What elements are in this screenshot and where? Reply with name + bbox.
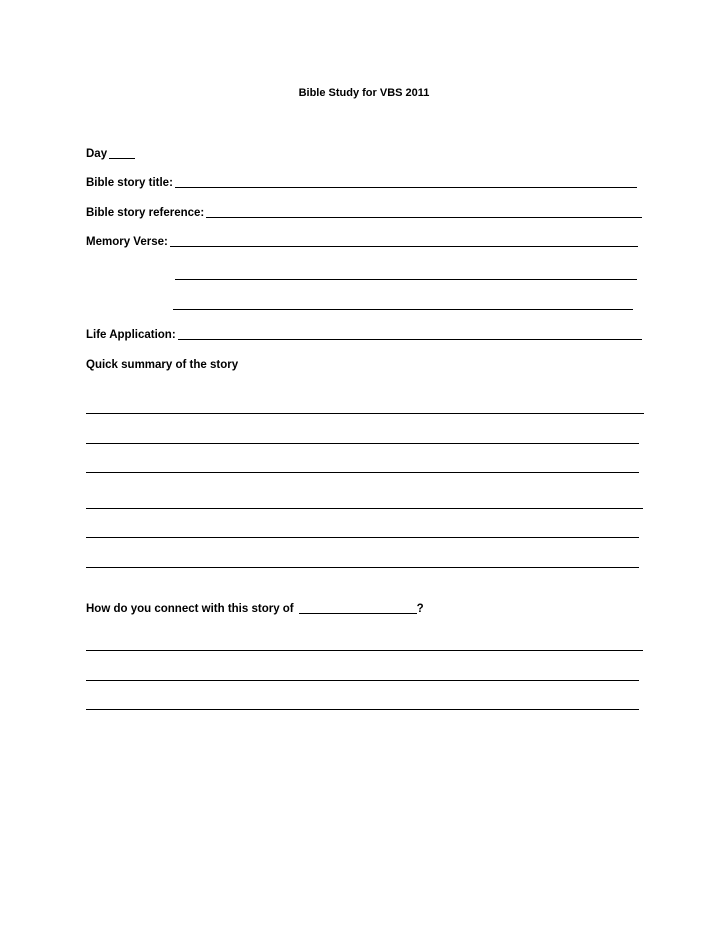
memory-verse-blank-3[interactable] bbox=[173, 309, 633, 310]
summary-line-1[interactable] bbox=[86, 413, 644, 414]
day-row bbox=[86, 148, 135, 160]
life-application-label: Life Application: bbox=[86, 329, 176, 341]
story-title-label: Bible story title: bbox=[86, 177, 173, 189]
story-title-blank[interactable] bbox=[175, 187, 637, 188]
summary-heading: Quick summary of the story bbox=[86, 359, 239, 371]
connect-question-prefix: How do you connect with this story of bbox=[86, 603, 294, 615]
page-title: Bible Study for VBS 2011 bbox=[298, 87, 430, 99]
connect-question-suffix: ? bbox=[416, 603, 424, 615]
life-application-blank[interactable] bbox=[178, 339, 642, 340]
summary-line-4[interactable] bbox=[86, 508, 643, 509]
life-application-row bbox=[86, 329, 642, 341]
connect-line-2[interactable] bbox=[86, 680, 639, 681]
day-label: Day bbox=[86, 148, 108, 160]
memory-verse-row bbox=[86, 236, 638, 248]
summary-heading-row bbox=[86, 359, 238, 371]
summary-line-3[interactable] bbox=[86, 472, 639, 473]
story-reference-row bbox=[86, 207, 642, 219]
connect-line-3[interactable] bbox=[86, 709, 639, 710]
story-reference-blank[interactable] bbox=[206, 217, 642, 218]
summary-line-6[interactable] bbox=[86, 567, 639, 568]
memory-verse-blank-1[interactable] bbox=[170, 246, 638, 247]
summary-line-2[interactable] bbox=[86, 443, 639, 444]
memory-verse-label: Memory Verse: bbox=[86, 236, 168, 248]
memory-verse-blank-2[interactable] bbox=[175, 279, 637, 280]
story-title-row bbox=[86, 177, 637, 189]
summary-line-5[interactable] bbox=[86, 537, 639, 538]
connect-question-row bbox=[86, 603, 424, 615]
connect-line-1[interactable] bbox=[86, 650, 643, 651]
connect-question-blank[interactable] bbox=[299, 613, 417, 614]
story-reference-label: Bible story reference: bbox=[86, 207, 205, 219]
day-blank[interactable] bbox=[109, 158, 135, 159]
